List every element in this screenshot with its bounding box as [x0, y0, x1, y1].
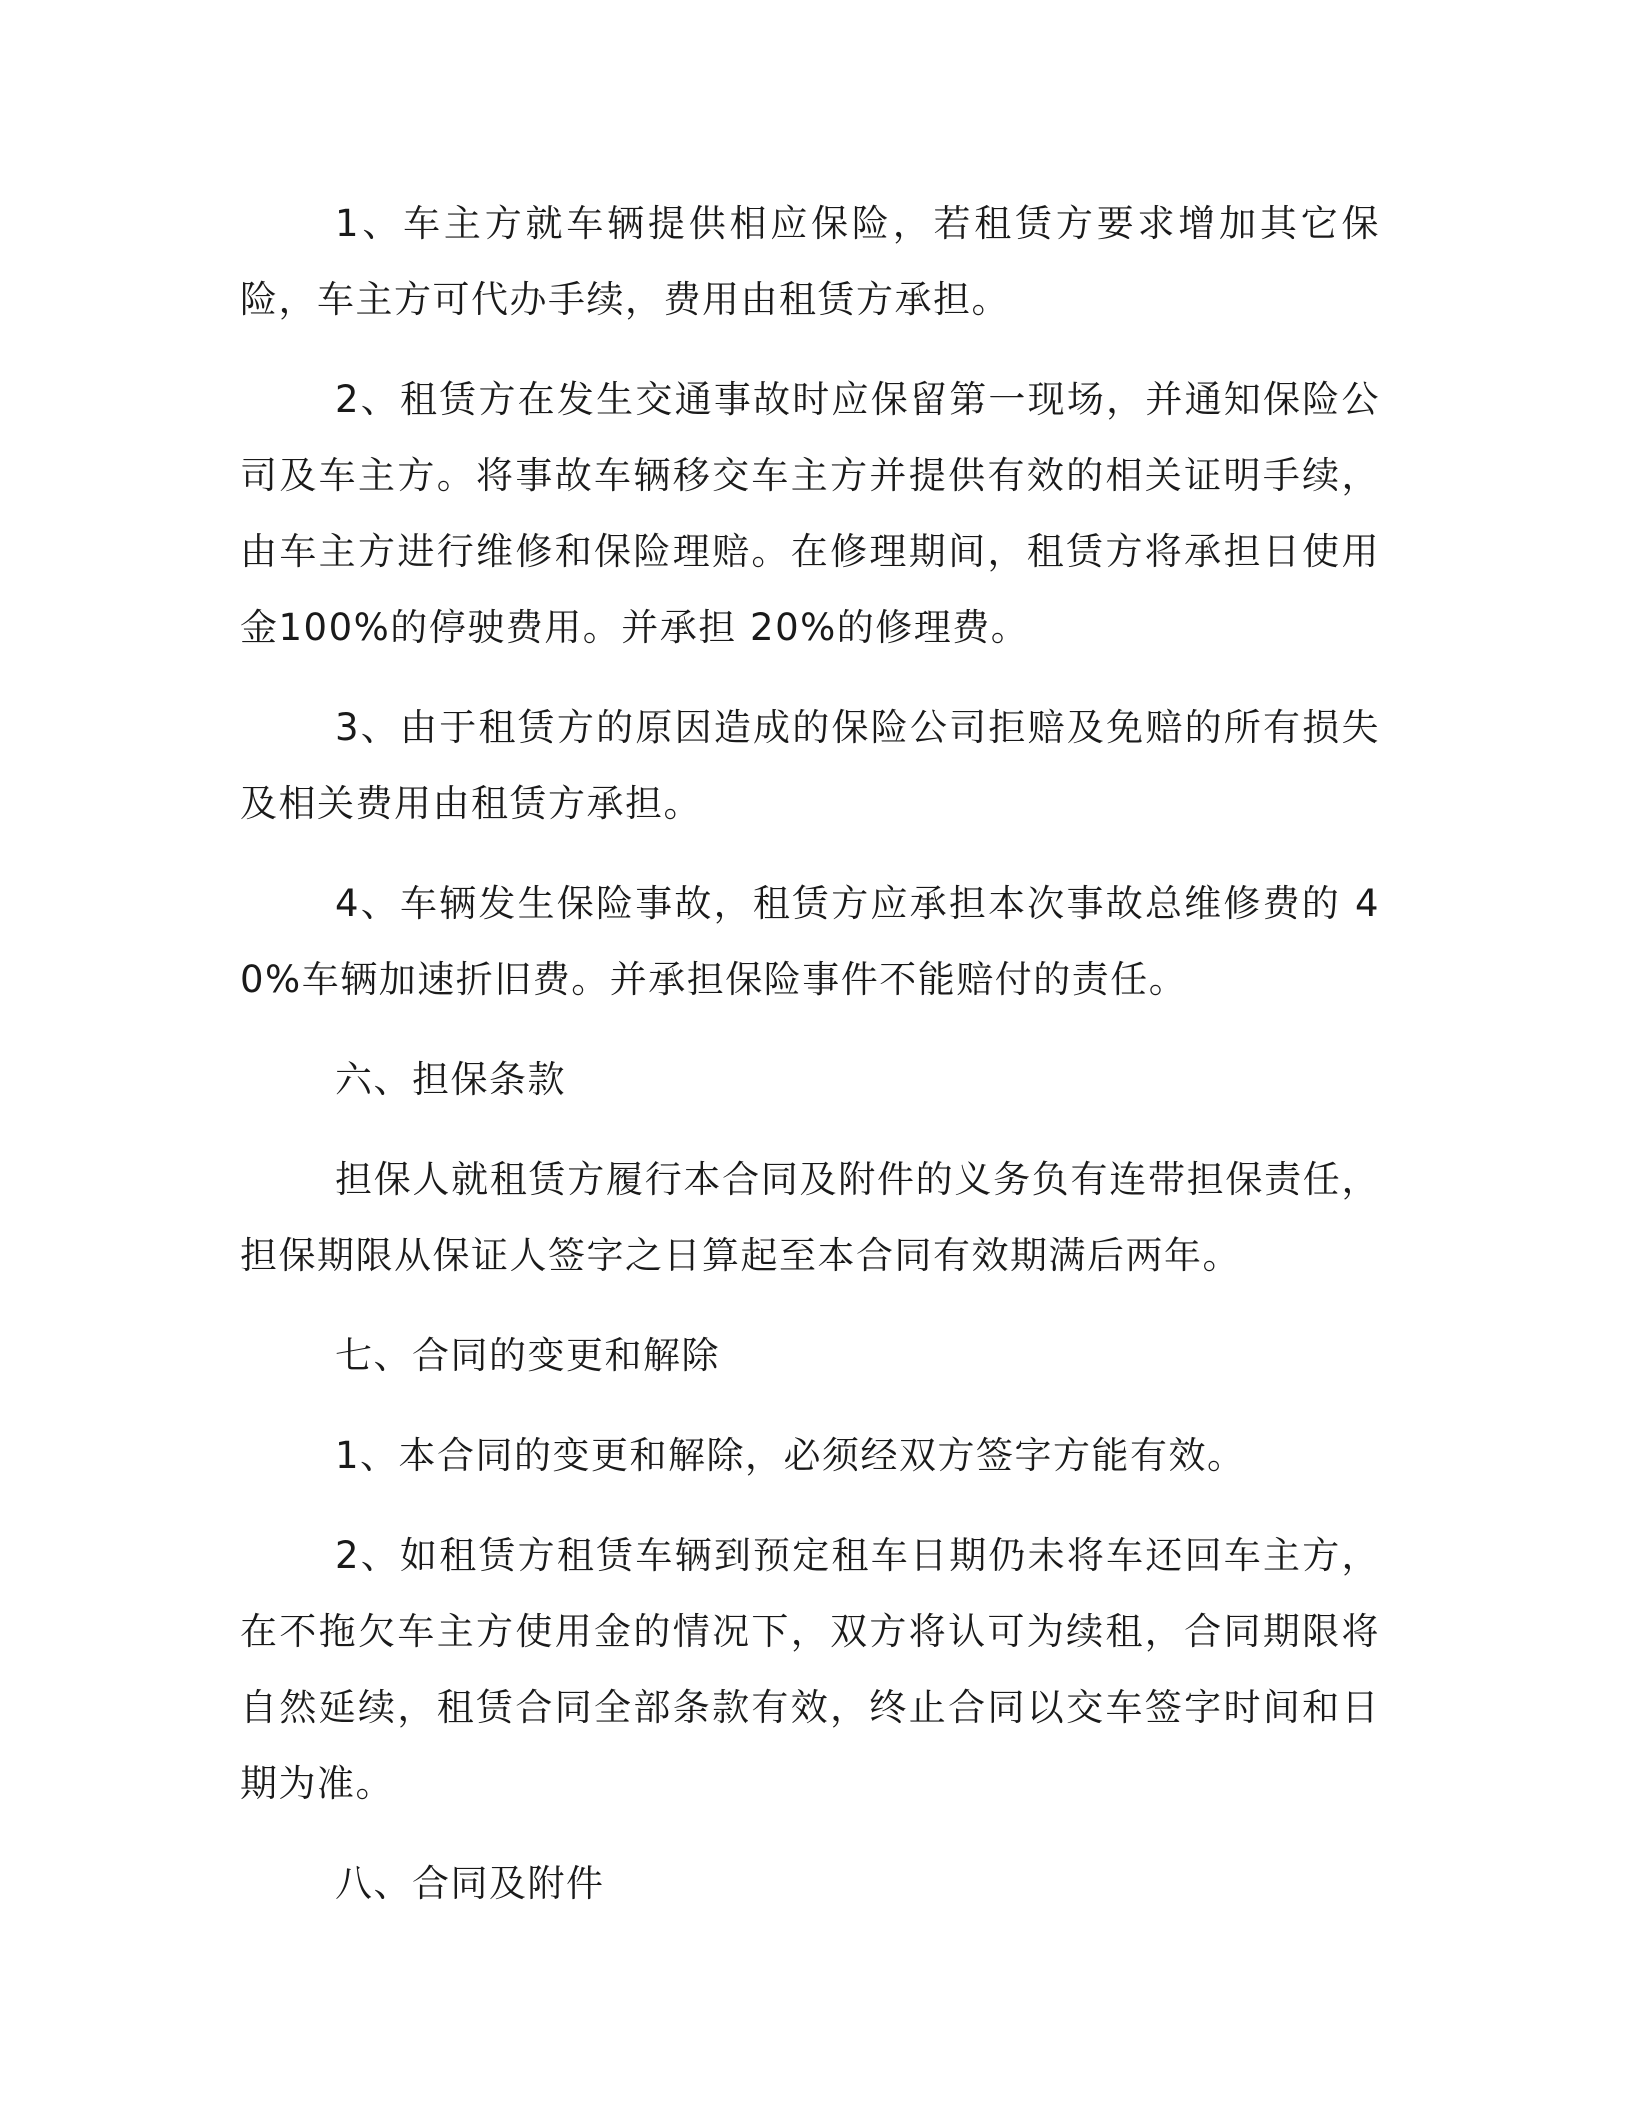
clause-guarantee: 担保人就租赁方履行本合同及附件的义务负有连带担保责任，担保期限从保证人签字之日算起至本合同有效期满后两年。	[240, 1158, 1380, 1277]
clause-insurance-3: 3、由于租赁方的原因造成的保险公司拒赔及免赔的所有损失及相关费用由租赁方承担。	[240, 706, 1380, 825]
clause-insurance-1: 1、车主方就车辆提供相应保险，若租赁方要求增加其它保险，车主方可代办手续，费用由租赁方承担。	[240, 202, 1380, 321]
clause-insurance-2: 2、租赁方在发生交通事故时应保留第一现场，并通知保险公司及车主方。将事故车辆移交车主方并提供有效的相关证明手续，由车主方进行维修和保险理赔。在修理期间，租赁方将承担日使用金100%的停驶费用。并承担 20%的修理费。	[240, 378, 1380, 649]
paragraph-gap	[240, 338, 1380, 362]
clause-change-2: 2、如租赁方租赁车辆到预定租车日期仍未将车还回车主方，在不拖欠车主方使用金的情况下，双方将认可为续租，合同期限将自然延续，租赁合同全部条款有效，终止合同以交车签字时间和日期为准。	[240, 1534, 1380, 1805]
clause-insurance-4: 4、车辆发生保险事故，租赁方应承担本次事故总维修费的 40%车辆加速折旧费。并承担保险事件不能赔付的责任。	[240, 882, 1380, 1001]
section-heading-change-termination: 七、合同的变更和解除	[335, 1334, 720, 1377]
paragraph-gap	[240, 1822, 1380, 1846]
paragraph-gap	[240, 1018, 1380, 1042]
paragraph-gap	[240, 1394, 1380, 1418]
clause-change-1: 1、本合同的变更和解除，必须经双方签字方能有效。	[335, 1434, 1246, 1477]
document-body	[240, 186, 1380, 1922]
paragraph-gap	[240, 1294, 1380, 1318]
paragraph-gap	[240, 1494, 1380, 1518]
paragraph-gap	[240, 842, 1380, 866]
paragraph-gap	[240, 1118, 1380, 1142]
paragraph-gap	[240, 666, 1380, 690]
section-heading-guarantee: 六、担保条款	[335, 1058, 566, 1101]
section-heading-attachments: 八、合同及附件	[335, 1862, 605, 1905]
